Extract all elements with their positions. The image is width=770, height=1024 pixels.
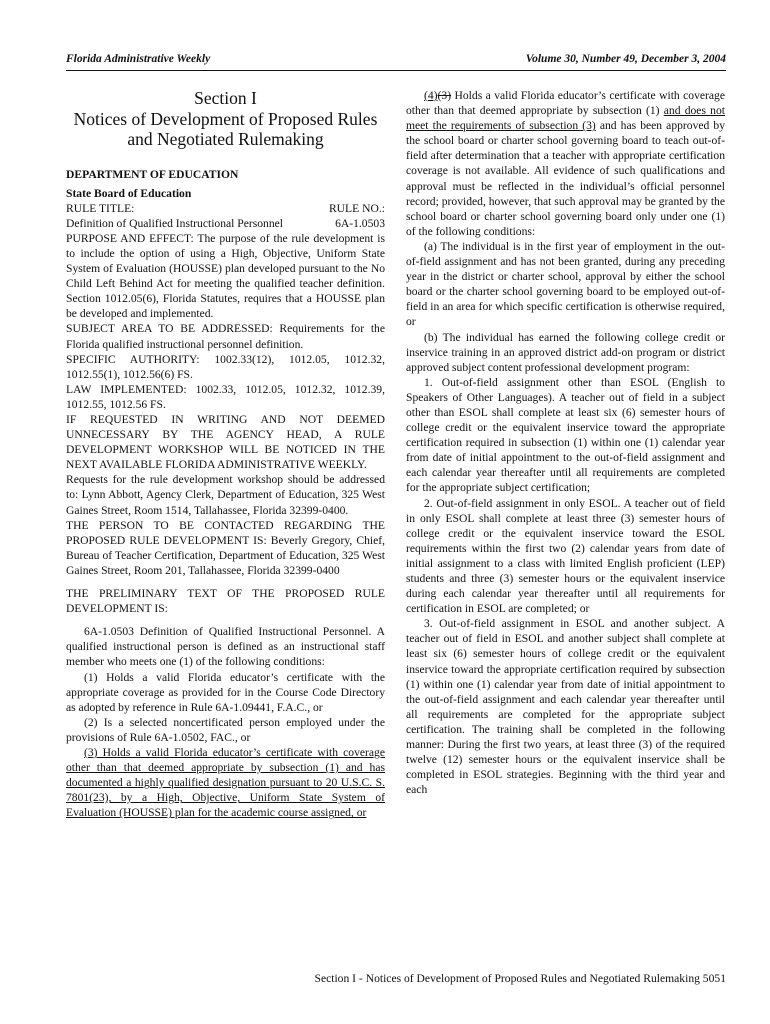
preliminary-text-heading: THE PRELIMINARY TEXT OF THE PROPOSED RULE DEVELOPMENT IS: (66, 587, 385, 616)
workshop-notice: IF REQUESTED IN WRITING AND NOT DEEMED UNNECESSARY BY THE AGENCY HEAD, A RULE DEVELOPMENT WORKSHOP WILL BE NOTICED IN THE NEXT AVAILABLE FLORIDA ADMINISTRATIVE WEEKLY. (66, 413, 385, 472)
paragraph-a: (a) The individual is in the first year of employment in the out-of-field assignment and has not been granted, during any preceding year in the district or charter school, approval by either the school board or the charter school governing board to be employed out-of-field in an area for which specific certification is otherwise required, or (406, 239, 725, 329)
page-footer: Section I - Notices of Development of Proposed Rules and Negotiated Rulemaking 5051 (314, 972, 726, 985)
volume-issue-date: Volume 30, Number 49, December 3, 2004 (525, 53, 726, 65)
specific-authority: SPECIFIC AUTHORITY: 1002.33(12), 1012.05, 1012.32, 1012.55(1), 1012.56(6) FS. (66, 352, 385, 381)
paragraph-b2: 2. Out-of-field assignment in only ESOL. A teacher out of field in only ESOL shall complete at least three (3) semester hours of college credit or the equivalent inservice toward the ESOL requirements within the first two (2) calendar years from date of initial assignment to a class with limited English proficient (LEP) students and three (3) semester hours or the equivalent inservice during each calendar year thereafter until all requirements for certification in ESOL are completed; or (406, 496, 725, 616)
rule-title-label: RULE TITLE: (66, 201, 135, 215)
department-name: DEPARTMENT OF EDUCATION (66, 167, 239, 181)
rule-number: 6A-1.0503 (335, 216, 385, 230)
board-name: State Board of Education (66, 186, 192, 200)
contact-person: THE PERSON TO BE CONTACTED REGARDING THE PROPOSED RULE DEVELOPMENT IS: Beverly Gregory, Chief, Bureau of Teacher Certification, Department of Education, 325 West Gaines Street, Room 201, Tallahassee, Florida 32399-0400 (66, 518, 385, 577)
condition-2: (2) Is a selected noncertificated person employed under the provisions of Rule 6A-1.0502, FAC., or (66, 715, 385, 744)
condition-4-new-number: (4) (424, 89, 438, 102)
condition-1: (1) Holds a valid Florida educator’s certificate with the appropriate coverage as provided for in the Course Code Directory as adopted by reference in Rule 6A-1.09441, F.A.C., or (66, 670, 385, 714)
paragraph-b1: 1. Out-of-field assignment other than ESOL (English to Speakers of Other Languages). A teacher out of field in a subject other than ESOL shall complete at least six (6) semester hours of college credit or the equivalent inservice toward the appropriate certification required in subsection (1) within one (1) calendar year from date of initial appointment to the out-of-field assignment and each calendar year thereafter until all requirements are completed for the appropriate subject certification; (406, 375, 725, 495)
subject-area: SUBJECT AREA TO BE ADDRESSED: Requirements for the Florida qualified instructional personnel definition. (66, 322, 385, 351)
condition-4 (406, 88, 725, 239)
header-rule (66, 70, 726, 71)
rule-labels-row (66, 201, 385, 216)
right-column (406, 88, 725, 797)
paragraph-b: (b) The individual has earned the following college credit or inservice training in an approved district add-on program or district approved subject content professional development program: (406, 330, 725, 374)
law-implemented: LAW IMPLEMENTED: 1002.33, 1012.05, 1012.32, 1012.39, 1012.55, 1012.56 FS. (66, 382, 385, 411)
condition-3-new-text: (3) Holds a valid Florida educator’s certificate with coverage other than that deemed appropriate by subsection (1) and has documented a highly qualified designation pursuant to 20 U.S.C. S. 7801(23), by a High, Objective, Uniform State System of Evaluation (HOUSSE) plan for the academic course assigned, or (66, 745, 385, 820)
condition-4-text-a: Holds a valid Florida educator’s certificate with coverage other than that deemed appropriate by subsection (1) (406, 89, 725, 118)
publication-name: Florida Administrative Weekly (66, 53, 211, 65)
purpose-and-effect: PURPOSE AND EFFECT: The purpose of the rule development is to include the option of using a High, Objective, Uniform State System of Evaluation (HOUSSE) plan developed pursuant to the No Child Left Behind Act for meeting the qualified teacher definition. Section 1012.05(6), Florida Statutes, requires that a HOUSSE plan be developed and implemented. (66, 231, 385, 321)
section-heading: Section I (194, 88, 257, 108)
condition-4-text-b: and has been approved by the school board or charter school governing board to teach out-of-field after determination that a teacher with appropriate certification coverage is not available. All evidence of such qualifications and approval must be reflected in the individual’s official personnel record; provided, however, that such approval may be granted by the school board or charter school governing board only under one (1) of the following conditions: (406, 119, 725, 238)
condition-4-new-text: and does not meet the requirements of subsection (3) (406, 104, 725, 133)
paragraph-b3: 3. Out-of-field assignment in ESOL and another subject. A teacher out of field in ESOL and another subject shall complete at least six (6) semester hours of college credit or the equivalent inservice toward the appropriate certification required by subsection (1) within one (1) calendar year from date of initial appointment to the out-of-field assignment and each calendar year thereafter until all requirements are completed for the appropriate subject certification. The training shall be completed in the following manner: During the first two years, at least three (3) of the required twelve (12) semester hours or the equivalent inservice shall be completed in ESOL strategies. Beginning with the third year and each (406, 617, 725, 797)
section-subtitle-line-2: and Negotiated Rulemaking (127, 129, 324, 149)
workshop-requests: Requests for the rule development workshop should be addressed to: Lynn Abbott, Agency Clerk, Department of Education, 325 West Gaines Street, Room 1514, Tallahassee, Florida 32399-0400. (66, 473, 385, 517)
rule-intro: 6A-1.0503 Definition of Qualified Instructional Personnel. A qualified instructional person is defined as an instructional staff member who meets one (1) of the following conditions: (66, 625, 385, 669)
left-column (66, 88, 385, 820)
section-title (66, 88, 385, 150)
rule-no-label: RULE NO.: (328, 201, 385, 215)
condition-3 (66, 745, 385, 820)
condition-4-old-number: (3) (437, 89, 452, 102)
rule-title: Definition of Qualified Instructional Personnel (66, 216, 284, 230)
page-header (66, 53, 726, 71)
rule-values-row (66, 216, 385, 231)
section-subtitle-line-1: Notices of Development of Proposed Rules (73, 108, 378, 129)
